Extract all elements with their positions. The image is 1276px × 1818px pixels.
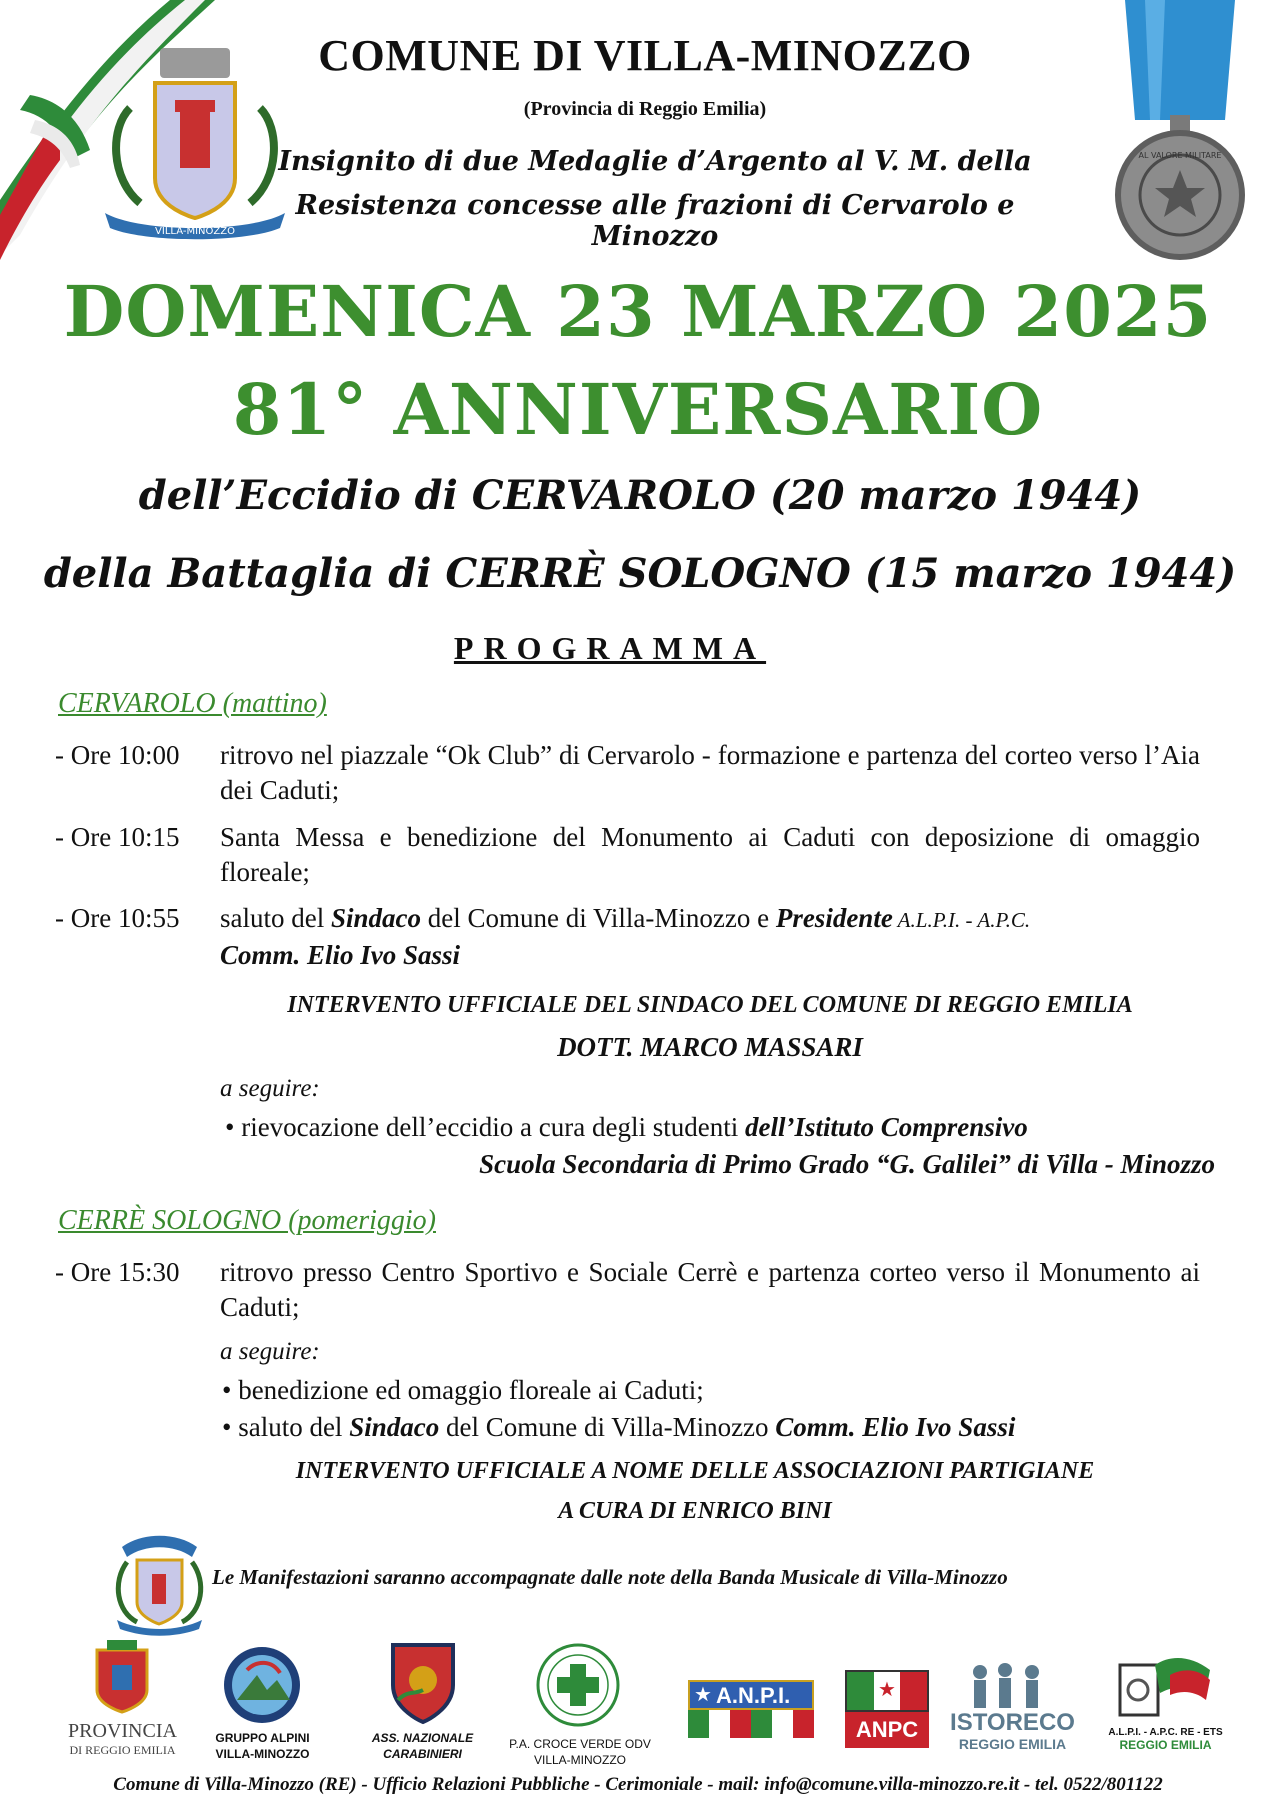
silver-medal-icon: [1105, 0, 1255, 270]
sponsor-logos: [0, 1640, 1276, 1767]
anpc-logo: [845, 1670, 929, 1750]
schedule-item-1530: [0, 1255, 1276, 1327]
partisan-speech-line-2: A CURA DI ENRICO BINI: [558, 1498, 832, 1524]
school-name: dell’Istituto Comprensivo: [744, 1112, 1028, 1142]
schedule-text: Santa Messa e benedizione del Monumento ai Caduti con deposizione di omaggio floreale;: [220, 822, 1200, 887]
province-subtitle: (Provincia di Reggio Emilia): [523, 98, 767, 120]
follow-label-morning: a seguire:: [220, 1075, 320, 1102]
footer-contact: Comune di Villa-Minozzo (RE) - Ufficio Relazioni Pubbliche - Cerimoniale - mail: info@comune.villa-minozzo.re.it - tel. 0522/801122: [113, 1774, 1163, 1795]
croce-verde-caption: [495, 1736, 665, 1768]
schedule-item-1000: [0, 738, 1276, 810]
sindaco-label: Sindaco: [330, 903, 422, 933]
event-date: DOMENICA 23 MARZO 2025: [63, 270, 1213, 353]
section-morning-label: CERVAROLO (mattino): [58, 688, 327, 719]
logo-caption-line-1: PROVINCIA: [68, 1720, 177, 1742]
logo-caption-line-1: P.A. CROCE VERDE ODV: [509, 1737, 651, 1751]
bullet-text: del Comune di Villa-Minozzo: [439, 1412, 776, 1442]
logo-caption-line-1: GRUPPO ALPINI: [215, 1731, 310, 1745]
band-note: Le Manifestazioni saranno accompagnate dalle note della Banda Musicale di Villa-Minozzo: [212, 1565, 1008, 1589]
provincia-logo-icon: [92, 1640, 152, 1715]
gruppo-alpini-caption: [195, 1730, 330, 1762]
organization-label: A.L.P.I. - A.P.C.: [892, 908, 1031, 932]
logo-caption-line-2: DI REGGIO EMILIA: [69, 1743, 176, 1757]
carabinieri-logo-icon: [388, 1640, 458, 1725]
istoreco-caption: [945, 1710, 1080, 1752]
schedule-text: ritrovo nel piazzale “Ok Club” di Cervarolo - formazione e partenza del corteo verso l’Aia dei Caduti;: [220, 740, 1200, 805]
logo-caption-line-1: A.L.P.I. - A.P.C. RE - ETS: [1108, 1727, 1223, 1738]
honor-line-2: Resistenza concesse alle frazioni di Cervarolo e Minozzo: [295, 190, 1015, 252]
carabinieri-caption: [355, 1730, 490, 1762]
schedule-text: [220, 901, 1200, 973]
anpi-logo: [688, 1680, 814, 1740]
schedule-item-1015: [0, 820, 1276, 892]
anpi-flag-icon: [688, 1710, 814, 1738]
istoreco-logo-icon: [960, 1660, 1060, 1710]
logo-caption-line-2: REGGIO EMILIA: [958, 1736, 1067, 1752]
croce-verde-logo-icon: [535, 1642, 621, 1728]
programma-heading: PROGRAMMA: [453, 630, 767, 666]
bullet-text: • saluto del: [222, 1412, 350, 1442]
alpi-caption: [1088, 1726, 1243, 1752]
official-speaker-name: DOTT. MARCO MASSARI: [557, 1032, 863, 1062]
anpi-banner: [688, 1680, 814, 1710]
bullet-benedizione: • benedizione ed omaggio floreale ai Caduti;: [222, 1375, 704, 1405]
logo-caption-line-2: CARABINIERI: [383, 1747, 462, 1761]
anpi-label: A.N.P.I.: [716, 1683, 791, 1708]
subtitle-cervarolo: dell’Eccidio di CERVAROLO (20 marzo 1944): [138, 472, 1142, 519]
schedule-time: - Ore 15:30: [55, 1257, 180, 1287]
schedule-time: - Ore 10:00: [55, 740, 180, 770]
section-afternoon-label: CERRÈ SOLOGNO (pomeriggio): [58, 1205, 436, 1236]
mayor-name: Comm. Elio Ivo Sassi: [775, 1412, 1016, 1442]
presidente-label: Presidente: [775, 903, 893, 933]
band-badge-icon: [112, 1532, 207, 1637]
schedule-time: - Ore 10:55: [55, 903, 180, 933]
partisan-speech-line-1: INTERVENTO UFFICIALE A NOME DELLE ASSOCIAZIONI PARTIGIANE: [295, 1458, 1095, 1484]
logo-caption-line-1: ASS. NAZIONALE: [371, 1731, 474, 1745]
gruppo-alpini-logo-icon: [222, 1645, 302, 1725]
logo-caption-line-1: ISTORECO: [950, 1709, 1075, 1736]
anpi-star-icon: ★: [694, 1684, 712, 1706]
schedule-text: ritrovo presso Centro Sportivo e Sociale Cerrè e partenza corteo verso il Monumento ai Caduti;: [220, 1257, 1200, 1322]
logo-caption-line-2: VILLA-MINOZZO: [215, 1747, 310, 1761]
anniversary-title: 81° ANNIVERSARIO: [232, 368, 1044, 451]
bullet-rievocazione: [225, 1110, 1205, 1145]
sindaco-label: Sindaco: [349, 1412, 440, 1442]
honor-line-1: Insignito di due Medaglie d’Argento al V. M. della: [278, 146, 1032, 177]
bullet-text: • rievocazione dell’eccidio a cura degli studenti: [225, 1112, 745, 1142]
schedule-time: - Ore 10:15: [55, 822, 180, 852]
official-speech-line-1: INTERVENTO UFFICIALE DEL SINDACO DEL COMUNE DI REGGIO EMILIA: [287, 992, 1133, 1018]
provincia-caption: [60, 1720, 185, 1758]
svg-text:AL VALORE MILITARE: AL VALORE MILITARE: [1138, 151, 1222, 160]
anpc-flag-icon: ★: [845, 1670, 929, 1712]
alpi-logo-icon: [1110, 1645, 1220, 1720]
logo-caption-line-2: REGGIO EMILIA: [1119, 1738, 1212, 1752]
bullet-saluto-sindaco: [222, 1410, 1207, 1445]
schedule-text-part: saluto del: [220, 903, 331, 933]
svg-text:VILLA-MINOZZO: VILLA-MINOZZO: [155, 226, 235, 237]
anpc-label: ANPC: [845, 1712, 929, 1748]
municipality-title: COMUNE DI VILLA-MINOZZO: [318, 31, 972, 80]
subtitle-cerre-sologno: della Battaglia di CERRÈ SOLOGNO (15 marzo 1944): [43, 550, 1237, 597]
schedule-item-1055: [0, 901, 1276, 973]
mayor-name: Comm. Elio Ivo Sassi: [220, 940, 461, 970]
schedule-text-part: del Comune di Villa-Minozzo e: [421, 903, 776, 933]
follow-label-afternoon: a seguire:: [220, 1338, 320, 1365]
school-name-line-2: Scuola Secondaria di Primo Grado “G. Galilei” di Villa - Minozzo: [479, 1149, 1215, 1179]
logo-caption-line-2: VILLA-MINOZZO: [533, 1753, 626, 1767]
